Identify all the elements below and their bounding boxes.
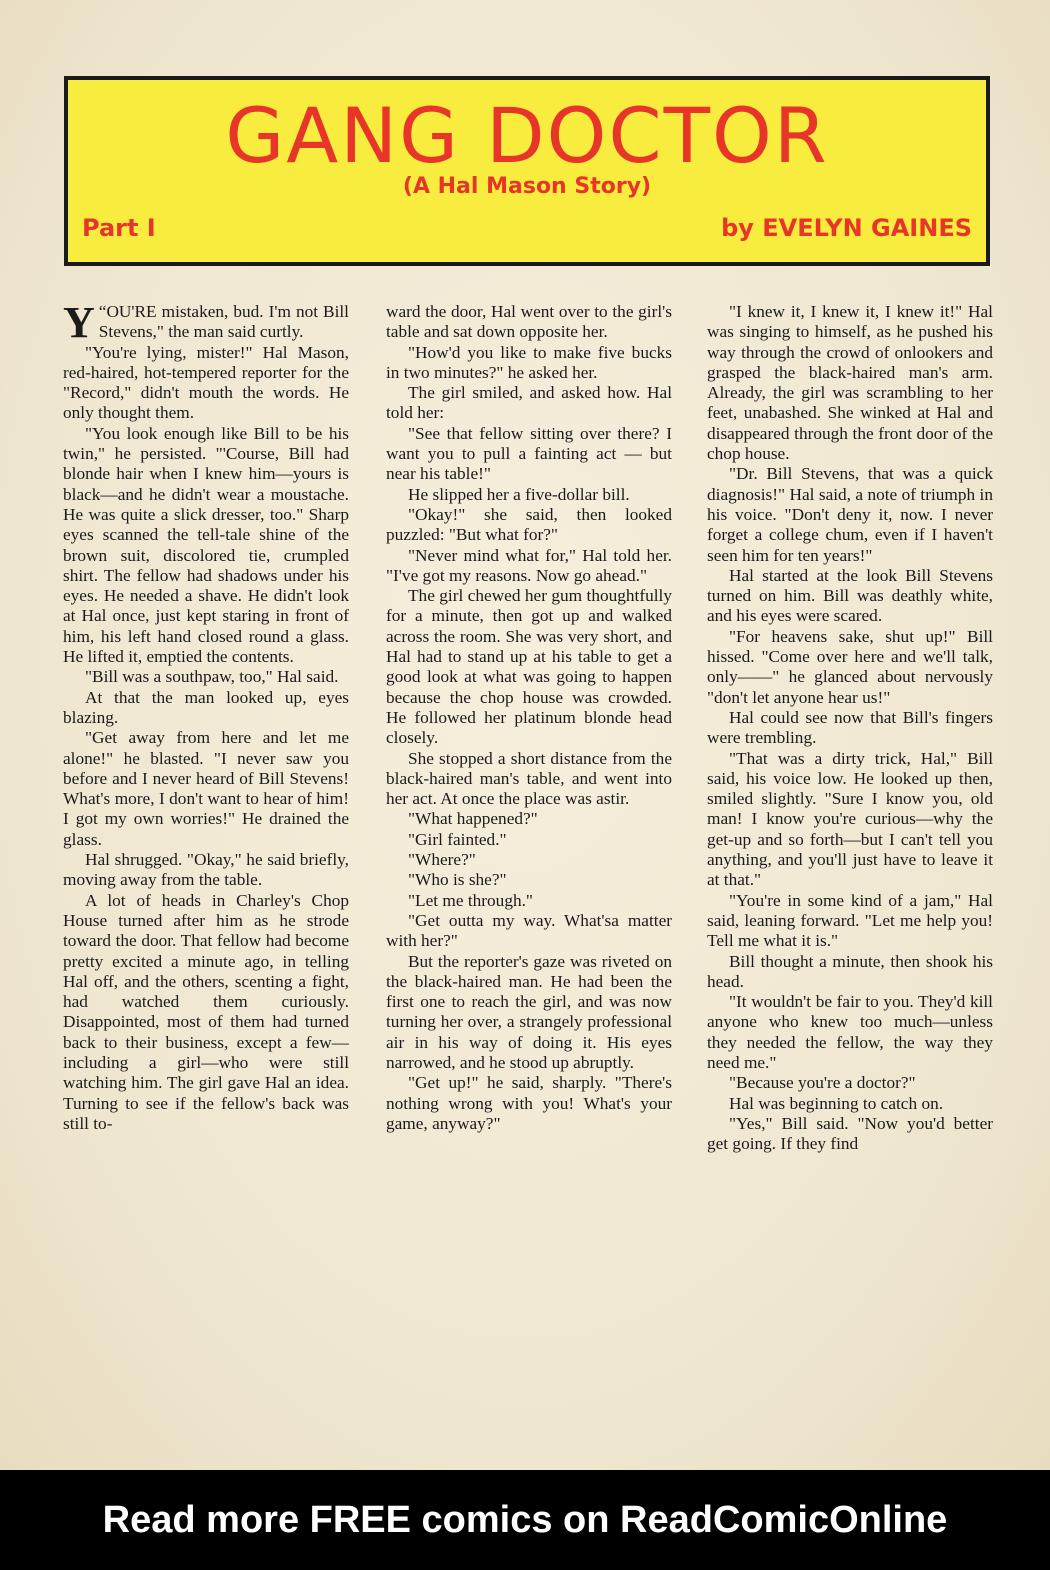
paragraph — [707, 992, 993, 1073]
part-label: Part I — [82, 214, 156, 242]
paragraph-text: "Let me through." — [408, 890, 533, 910]
paragraph — [386, 911, 672, 952]
paragraph-text: Hal was beginning to catch on. — [729, 1093, 944, 1113]
paragraph — [63, 343, 349, 424]
paragraph-text: Hal could see now that Bill's fingers were trembling. — [707, 707, 993, 748]
paragraph-text: "I knew it, I knew it, I knew it!" Hal was singing to himself, as he pushed his way through the crowd of onlookers and grasped the black-haired man's arm. Already, the girl was scrambling to her feet, unabashed. She winked at Hal and disappeared through the front door of the chop house. — [707, 302, 993, 464]
paragraph — [386, 850, 672, 870]
footer-text: Read more FREE comics on ReadComicOnline — [102, 1499, 948, 1541]
paragraph — [707, 891, 993, 952]
paragraph-text: "Girl fainted." — [408, 829, 507, 849]
story-header-box — [64, 76, 990, 266]
paragraph-text: Hal started at the look Bill Stevens turned on him. Bill was deathly white, and his eyes were scared. — [707, 565, 993, 626]
paragraph — [386, 424, 672, 485]
paragraph-text: ward the door, Hal went over to the girl's table and sat down opposite her. — [386, 302, 672, 342]
paragraph-text: "It wouldn't be fair to you. They'd kill anyone who knew too much—unless they needed the fellow, the way they need me." — [707, 992, 993, 1072]
text-column-3 — [707, 302, 993, 1362]
paragraph-text: "Dr. Bill Stevens, that was a quick diagnosis!" Hal said, a note of triumph in his voice. "Don't deny it, now. I never forget a college chum, even if I haven't seen him for ten years!" — [707, 464, 993, 565]
paragraph-text: "Where?" — [408, 850, 476, 870]
paragraph-text: "Okay!" she said, then looked puzzled: "But what for?" — [386, 504, 672, 545]
paragraph-text: OU'RE mistaken, bud. I'm not Bill Stevens," the man said curtly. — [98, 302, 349, 342]
paragraph-text: "Get away from here and let me alone!" he blasted. "I never saw you before and I never heard of Bill Stevens! What's more, I don't want to hear of him! I got my own worries!" He drained the glass. — [63, 728, 349, 849]
paragraph — [386, 383, 672, 424]
paragraph — [63, 891, 349, 1135]
paragraph — [386, 809, 672, 829]
paragraph-text: A lot of heads in Charley's Chop House turned after him as he strode toward the door. That fellow had become pretty excited a minute ago, in telling Hal off, and the others, scenting a fight, had watched them curiously. Disappointed, most of them had turned back to their business, except a few—including a girl—who were still watching him. The girl gave Hal an idea. Turning to see if the fellow's back was still to- — [63, 890, 349, 1133]
paragraph-text: He slipped her a five-dollar bill. — [408, 484, 630, 504]
paragraph — [386, 586, 672, 748]
paragraph — [707, 627, 993, 708]
paragraph — [707, 1073, 993, 1093]
paragraph — [707, 566, 993, 627]
paragraph-text: "For heavens sake, shut up!" Bill hissed. "Come over here and we'll talk, only——" he glanced about nervously "don't let anyone hear us!" — [707, 626, 993, 707]
paragraph-text: Bill thought a minute, then shook his head. — [707, 951, 993, 991]
paragraph-text: She stopped a short distance from the black-haired man's table, and went into her act. At once the place was astir. — [386, 748, 672, 809]
story-subtitle: (A Hal Mason Story) — [402, 174, 652, 199]
paragraph-text: "You're lying, mister!" Hal Mason, red-haired, hot-tempered reporter for the "Record," didn't mouth the words. He only thought them. — [63, 342, 349, 423]
paragraph — [63, 728, 349, 850]
paragraph — [707, 464, 993, 565]
paragraph — [386, 1073, 672, 1134]
paragraph-text: "Bill was a southpaw, too," Hal said. — [85, 667, 339, 687]
paragraph — [63, 424, 349, 668]
paragraph — [707, 952, 993, 993]
paragraph — [386, 302, 672, 343]
paragraph-text: "Yes," Bill said. "Now you'd better get going. If they find — [707, 1113, 993, 1154]
paragraph-text: "You're in some kind of a jam," Hal said, leaning forward. "Let me help you! Tell me what it is." — [707, 890, 993, 951]
paragraph-text: "See that fellow sitting over there? I want you to pull a fainting act — but near his table!" — [386, 423, 672, 484]
paragraph-text: "Who is she?" — [408, 870, 507, 890]
paragraph — [63, 688, 349, 729]
paragraph-text: "That was a dirty trick, Hal," Bill said, his voice low. He looked up then, smiled slightly. "Sure I know you, old man! I know you're curious—why the get-up and so forth—but I can't tell you anything, and you'll just have to leave it at that." — [707, 748, 993, 890]
story-title: GANG DOCTOR — [225, 91, 829, 180]
paragraph-text: "What happened?" — [408, 809, 538, 829]
author-byline: by EVELYN GAINES — [721, 214, 972, 242]
paragraph-text: "Because you're a doctor?" — [729, 1073, 916, 1093]
paragraph — [63, 850, 349, 891]
paragraph-text: "Get up!" he said, sharply. "There's nothing wrong with you! What's your game, anyway?" — [386, 1073, 672, 1133]
paragraph-text: Hal shrugged. "Okay," he said briefly, moving away from the table. — [63, 850, 349, 890]
promo-footer-banner[interactable] — [0, 1470, 1050, 1570]
paragraph-text: The girl chewed her gum thoughtfully for a minute, then got up and walked across the room. She was very short, and Hal had to stand up at his table to get a good look at what was going to happen because the chop house was crowded. He followed her platinum blonde head closely. — [386, 586, 672, 748]
paragraph — [707, 708, 993, 749]
paragraph — [707, 1114, 993, 1155]
paragraph-text: "You look enough like Bill to be his twin," he persisted. "'Course, Bill had blonde hair when I knew him—yours is black—and he didn't wear a moustache. He was quite a slick dresser, too." Sharp eyes scanned the tell-tale shine of the brown suit, discolored tie, crumpled shirt. The fellow had shadows under his eyes. He needed a shave. He didn't look at Hal once, just kept staring in front of him, his left hand closed round a glass. He lifted it, emptied the contents. — [63, 423, 349, 667]
paragraph-text: But the reporter's gaze was riveted on the black-haired man. He had been the first one to reach the girl, and was now turning her over, a strangely professional air in his way of doing it. His eyes narrowed, and he stood up abruptly. — [386, 951, 672, 1072]
text-column-2 — [386, 302, 672, 1362]
paragraph — [386, 891, 672, 911]
paragraph — [707, 749, 993, 891]
drop-cap: Y — [63, 302, 95, 347]
text-column-1 — [63, 302, 349, 1362]
paragraph — [707, 302, 993, 464]
paragraph — [386, 343, 672, 384]
paragraph: “ Y OU'RE mistaken, bud. I'm not Bill Stevens," the man said curtly. — [63, 302, 349, 347]
paragraph — [386, 546, 672, 587]
paragraph-text: "How'd you like to make five bucks in two minutes?" he asked her. — [386, 342, 672, 382]
paragraph — [386, 952, 672, 1074]
paragraph — [63, 667, 349, 687]
paragraph-text: "Never mind what for," Hal told her. "I've got my reasons. Now go ahead." — [386, 545, 672, 585]
paragraph — [707, 1094, 993, 1114]
paragraph — [386, 505, 672, 546]
paragraph-text: The girl smiled, and asked how. Hal told her: — [386, 383, 672, 423]
paragraph-text: "Get outta my way. What'sa matter with her?" — [386, 910, 672, 951]
paragraph — [386, 485, 672, 505]
paragraph-text: At that the man looked up, eyes blazing. — [63, 687, 349, 727]
paragraph — [386, 830, 672, 850]
paragraph — [386, 870, 672, 890]
paragraph — [386, 749, 672, 810]
